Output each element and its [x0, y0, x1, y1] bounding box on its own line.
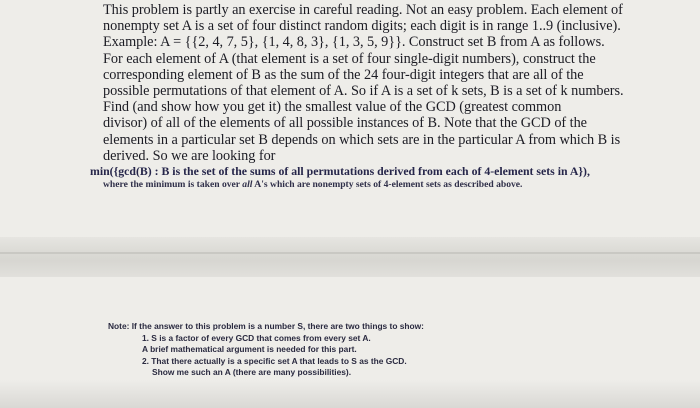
problem-line: divisor) of all of the elements of all possible instances of B. Note that the GCD of the: [103, 115, 587, 132]
min-gcd-explanation: [103, 179, 522, 190]
problem-line: Example: A = {{2, 4, 7, 5}, {1, 4, 8, 3}, {1, 3, 5, 9}}. Construct set B from A as follows.: [103, 34, 605, 51]
note-item: 1. S is a factor of every GCD that comes from every set A.: [142, 332, 371, 343]
problem-line: nonempty set A is a set of four distinct random digits; each digit is in range 1..9 (inclusive).: [103, 18, 621, 35]
explanation-emphasis: all: [242, 179, 253, 190]
problem-line: corresponding element of B as the sum of the 24 four-digit integers that are all of the: [103, 66, 584, 83]
explanation-text: where the minimum is taken over: [103, 179, 243, 190]
note-item: A brief mathematical argument is needed for this part.: [142, 344, 357, 354]
note-intro: [108, 321, 578, 333]
note-intro-text: If the answer to this problem is a number S, there are two things to show:: [129, 321, 424, 331]
note-item: 2. That there actually is a specific set A that leads to S as the GCD.: [142, 355, 407, 366]
note-block: [108, 321, 578, 379]
problem-line: This problem is partly an exercise in careful reading. Not an easy problem. Each element of: [103, 2, 623, 18]
bottom-shadow: [0, 380, 700, 408]
note-label: Note:: [108, 321, 130, 331]
page-divider-band: [0, 237, 700, 277]
note-item: Show me such an A (there are many possibilities).: [152, 367, 352, 377]
min-gcd-expression: min({gcd(B) : B is the set of the sums of all permutations derived from each of 4-element sets in A}),: [90, 164, 590, 178]
problem-line: Find (and show how you get it) the smallest value of the GCD (greatest common: [103, 99, 562, 116]
problem-statement: [103, 2, 693, 164]
problem-line: elements in a particular set B depends on which sets are in the particular A from which B is: [103, 131, 621, 148]
problem-line: derived. So we are looking for: [103, 147, 276, 164]
problem-line: possible permutations of that element of A. So if A is a set of k sets, B is a set of k numbers.: [103, 83, 624, 100]
explanation-text: A's which are nonempty sets of 4-element sets as described above.: [252, 179, 523, 190]
page-divider: [0, 252, 700, 254]
problem-line: For each element of A (that element is a set of four single-digit numbers), construct the: [103, 50, 596, 67]
